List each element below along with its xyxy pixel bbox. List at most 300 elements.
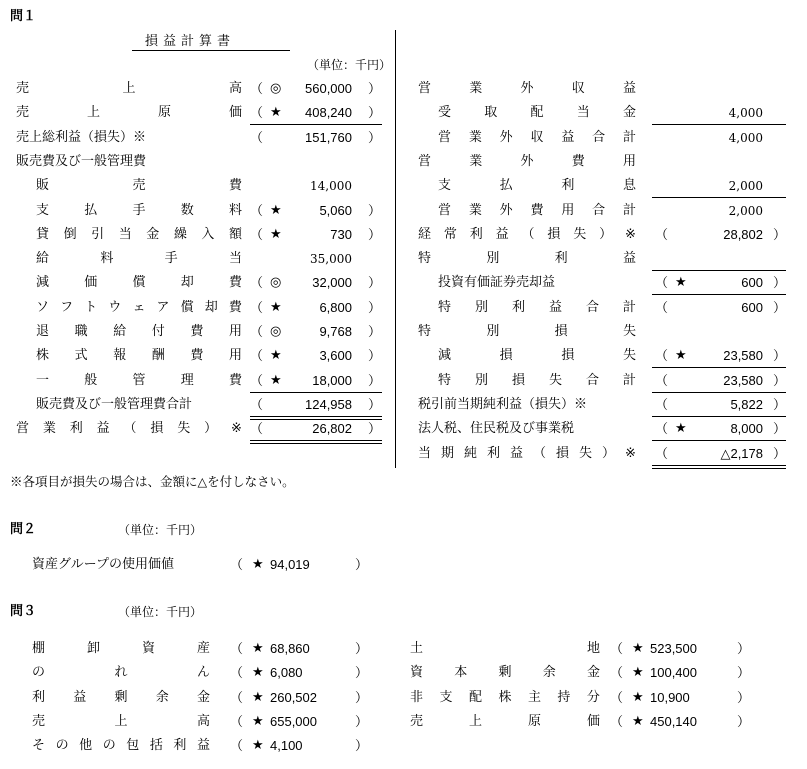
left-row-label-char: 貸 (36, 226, 50, 242)
right-row-label-char: 失 (573, 226, 587, 242)
left-row-label-char: 当 (118, 226, 132, 242)
left-row-mark: ★ (270, 226, 282, 242)
right-row-underline (652, 294, 786, 295)
right-row-label (438, 372, 636, 390)
left-row-label-char: 数 (180, 202, 194, 218)
q3-paren-close: ） (737, 689, 751, 705)
left-row-mark: ★ (270, 348, 282, 364)
left-row-mark: ★ (270, 372, 282, 388)
left-paren-open: （ (250, 324, 264, 339)
q3-label-char: 資 (410, 665, 424, 681)
q3-paren-close: ） (737, 713, 751, 729)
left-row-label-char: 料 (228, 202, 242, 218)
left-paren-close: ） (368, 372, 382, 388)
left-paren-close: ） (368, 299, 382, 315)
right-row-label-char: 計 (622, 129, 636, 145)
left-row-label-char: 減 (36, 275, 50, 291)
left-row-value: 5,060 (319, 202, 352, 218)
right-row-mark: ★ (675, 421, 687, 437)
q3-right-label (410, 689, 600, 707)
q3-label-char: 売 (32, 713, 46, 729)
left-row-mark: ◎ (270, 275, 282, 291)
right-row-label-char: 業 (469, 81, 483, 96)
q3-left-mark: ★ (252, 665, 264, 681)
right-row-label-char: 別 (486, 251, 500, 267)
right-row-label-char: 業 (469, 153, 483, 169)
right-row-label: 税引前当期純利益（損失）※ (418, 396, 588, 412)
right-row-label-char: 利 (469, 226, 483, 242)
right-row-label-char: 損 (547, 226, 561, 242)
right-row-label (418, 445, 636, 463)
right-row-label-char: 利 (554, 251, 568, 267)
right-row-label-char: ※ (625, 445, 636, 461)
right-row-label-char: 取 (484, 105, 498, 121)
left-row-label-char: 手 (132, 202, 146, 218)
right-paren-open: （ (655, 226, 669, 242)
left-row-label-char: 倒 (63, 226, 77, 242)
right-row-label-char: 特 (438, 372, 452, 388)
left-row-label (36, 226, 242, 244)
q3-label-char: 余 (542, 665, 556, 681)
left-row-label-char: 繰 (173, 226, 187, 242)
right-paren-open: （ (655, 445, 669, 461)
left-row-label: 売上総利益（損失）※ (16, 129, 147, 145)
q3-left-mark: ★ (252, 713, 264, 729)
right-row-label (438, 129, 636, 147)
right-row-label-char: 失 (622, 348, 636, 364)
right-row-label-char: 営 (438, 129, 452, 145)
right-row-label-char: 別 (474, 299, 488, 315)
left-row-label-char: 費 (228, 275, 242, 291)
q3-left-mark: ★ (252, 641, 264, 656)
left-row-underline (250, 443, 382, 444)
right-row-value: 600 (741, 275, 763, 291)
q3-right-label (410, 713, 600, 731)
left-row-label-char: 給 (36, 251, 50, 267)
q2-value: 94,019 (270, 557, 310, 572)
right-row-label-char: 外 (520, 153, 534, 169)
left-row-label-char: 料 (100, 251, 114, 267)
right-row-label-char: 合 (592, 202, 606, 218)
right-row-label: 投資有価証券売却益 (438, 275, 556, 291)
right-row-mark: ★ (675, 348, 687, 364)
q2-paren-close: ） (355, 557, 369, 572)
left-row-label-char: （ (123, 421, 137, 437)
right-row-value: 600 (741, 299, 763, 315)
q3-right-label (410, 640, 600, 658)
left-row-value: 6,800 (319, 299, 352, 315)
right-row-label-char: ） (602, 445, 616, 461)
left-row-label-char: 販 (36, 178, 50, 194)
left-row-label-char: 費 (228, 178, 242, 194)
q3-label-char: の (32, 665, 46, 681)
left-paren-close: ） (368, 81, 382, 96)
left-row-label (36, 177, 242, 195)
q3-unit: （単位：千円） (118, 605, 203, 619)
q3-right-mark: ★ (632, 665, 644, 681)
right-row-label-char: 業 (468, 202, 482, 218)
right-row-label-char: ） (599, 226, 613, 242)
q3-paren-close: ） (355, 641, 369, 656)
right-row-value: 23,580 (723, 348, 763, 364)
q3-paren-open: （ (230, 713, 244, 729)
right-row-label-char: 益 (622, 251, 636, 267)
left-row-label-char: 売 (132, 178, 146, 194)
right-paren-open: （ (655, 421, 669, 437)
right-row-label-char: （ (521, 226, 535, 242)
right-row-label-char: 費 (571, 153, 585, 169)
q3-paren-close: ） (355, 665, 369, 681)
q1-heading: 問１ (10, 9, 37, 24)
right-row-label-char: 金 (622, 105, 636, 121)
left-row-underline (250, 392, 382, 393)
right-row-label-char: 計 (622, 202, 636, 218)
q1-unit: （単位：千円） (307, 58, 392, 72)
right-row-label-char: 合 (592, 129, 606, 145)
left-row-underline (250, 440, 382, 441)
q3-label-char: の (102, 738, 116, 754)
right-paren-open: （ (655, 396, 669, 412)
left-row-label-char: 損 (150, 421, 164, 437)
left-row-label-char: 失 (177, 421, 191, 437)
left-row-label (36, 372, 242, 390)
q3-paren-close: ） (355, 689, 369, 705)
left-row-label (36, 202, 242, 220)
left-paren-open: （ (250, 81, 264, 96)
right-row-value: 28,802 (723, 226, 763, 242)
left-paren-open: （ (250, 299, 264, 315)
q2-label: 資産グループの使用価値 (32, 557, 174, 572)
left-row-label-char: 償 (180, 299, 194, 315)
left-row-label-char: 引 (91, 226, 105, 242)
q3-label-char: 非 (410, 689, 424, 705)
right-row-label-char: 配 (530, 105, 544, 121)
left-row-label-char: 上 (122, 81, 136, 96)
q3-left-value: 4,100 (270, 738, 303, 754)
right-row-value: △2,178 (720, 445, 763, 461)
left-row-label-char: 当 (228, 251, 242, 267)
left-paren-close: ） (368, 129, 382, 145)
left-row-label-char: 報 (113, 348, 127, 364)
left-row-mark: ★ (270, 105, 282, 121)
right-row-label-char: 益 (510, 445, 524, 461)
left-paren-close: ） (368, 421, 382, 437)
q3-label-char: 土 (410, 641, 424, 656)
left-row-label (16, 104, 242, 122)
right-row-label-char: 業 (468, 129, 482, 145)
q3-label-char: そ (32, 738, 46, 754)
right-row-label (418, 226, 636, 244)
q3-label-char: 地 (586, 641, 600, 656)
left-row-mark: ◎ (270, 324, 282, 339)
right-row-label-char: 失 (548, 372, 562, 388)
left-row-label-char: 用 (228, 348, 242, 364)
q3-paren-open: （ (610, 689, 624, 705)
right-row-label-char: 外 (499, 129, 513, 145)
left-row-label-char: 原 (157, 105, 171, 121)
right-row-label-char: 合 (585, 372, 599, 388)
right-row-label-char: 特 (418, 324, 432, 339)
q3-label-char: 本 (454, 665, 468, 681)
q3-label-char: ん (196, 665, 210, 681)
right-row-underline (652, 416, 786, 417)
right-row-label (418, 80, 636, 98)
left-row-label-char: 酬 (151, 348, 165, 364)
left-row-label-char: ウ (108, 299, 122, 315)
left-row-value: 560,000 (305, 81, 352, 96)
q2-mark: ★ (252, 557, 264, 572)
right-paren-close: ） (773, 226, 787, 242)
left-row-label-char: ソ (36, 299, 50, 315)
left-row-label-char: 上 (86, 105, 100, 121)
right-paren-open: （ (655, 275, 669, 291)
left-row-value: 124,958 (305, 396, 352, 412)
title-underline (132, 50, 290, 51)
q3-label-char: 剰 (498, 665, 512, 681)
left-row-label-char: ア (156, 299, 170, 315)
right-paren-close: ） (773, 348, 787, 364)
q3-left-label (32, 640, 210, 658)
right-paren-open: （ (655, 372, 669, 388)
right-row-value: 2,000 (728, 179, 763, 194)
left-row-label (36, 347, 242, 365)
q3-paren-open: （ (230, 738, 244, 754)
q3-paren-close: ） (355, 713, 369, 729)
left-row-mark: ★ (270, 202, 282, 218)
right-row-label-char: 別 (486, 324, 500, 339)
left-row-label-char: 売 (16, 105, 30, 121)
left-row-mark: ★ (270, 299, 282, 315)
q3-label-char: 上 (114, 713, 128, 729)
q3-label-char: 括 (149, 738, 163, 754)
right-row-label-char: 益 (495, 226, 509, 242)
q3-left-label (32, 664, 210, 682)
right-row-underline (652, 465, 786, 466)
right-row-underline (652, 270, 786, 271)
q3-label-char: 持 (557, 689, 571, 705)
left-row-label-char: 一 (36, 372, 50, 388)
right-row-label-char: 特 (418, 251, 432, 267)
right-row-underline (652, 440, 786, 441)
left-row-label (36, 274, 242, 292)
left-row-label: 販売費及び一般管理費 (16, 153, 147, 169)
right-row-label-char: 別 (474, 372, 488, 388)
left-row-mark: ◎ (270, 81, 282, 96)
left-row-value: 151,760 (305, 129, 352, 145)
q3-left-value: 655,000 (270, 713, 317, 729)
right-row-label-char: 常 (443, 226, 457, 242)
right-row-value: 8,000 (730, 421, 763, 437)
left-row-label-char: 営 (16, 421, 30, 437)
right-row-label-char: 利 (487, 445, 501, 461)
right-row-label-char: 経 (418, 226, 432, 242)
q3-label-char: 益 (196, 738, 210, 754)
left-row-value: 730 (330, 226, 352, 242)
right-row-label-char: 息 (622, 178, 636, 194)
left-paren-open: （ (250, 396, 264, 412)
left-row-label (16, 420, 242, 438)
left-row-label: 販売費及び一般管理費合計 (36, 396, 193, 412)
right-row-label-char: 益 (561, 129, 575, 145)
left-paren-open: （ (250, 226, 264, 242)
left-row-label-char: 職 (74, 324, 88, 339)
right-row-label-char: 外 (520, 81, 534, 96)
right-row-label-char: 損 (499, 348, 513, 364)
q2-paren-open: （ (230, 557, 244, 572)
q2-unit: （単位：千円） (118, 523, 203, 537)
left-row-label-char: ） (204, 421, 218, 437)
left-row-label-char: 高 (228, 81, 242, 96)
right-row-label-char: 失 (579, 445, 593, 461)
q3-label-char: 資 (141, 641, 155, 656)
right-row-label-char: 収 (530, 129, 544, 145)
right-row-mark: ★ (675, 275, 687, 291)
left-row-label-char: 費 (190, 324, 204, 339)
right-paren-close: ） (773, 275, 787, 291)
left-row-label-char: 株 (36, 348, 50, 364)
right-row-label (418, 323, 636, 341)
left-row-label-char: 費 (190, 348, 204, 364)
left-paren-close: ） (368, 275, 382, 291)
q3-left-label (32, 713, 210, 731)
right-row-label-char: 外 (499, 202, 513, 218)
right-row-label-char: 支 (438, 178, 452, 194)
right-row-label-char: 払 (499, 178, 513, 194)
left-paren-open: （ (250, 105, 264, 121)
q3-label-char: 高 (196, 713, 210, 729)
right-row-label-char: ※ (625, 226, 636, 242)
q3-paren-close: ） (737, 641, 751, 656)
right-row-label-char: 当 (418, 445, 432, 461)
q3-label-char: 益 (73, 689, 87, 705)
right-row-label-char: 期 (441, 445, 455, 461)
left-row-label-char: 手 (164, 251, 178, 267)
column-divider (395, 30, 396, 468)
q3-right-value: 523,500 (650, 641, 697, 656)
left-row-label-char: 価 (228, 105, 242, 121)
left-row-value: 408,240 (305, 105, 352, 121)
q3-label-char: 支 (439, 689, 453, 705)
q3-label-char: 原 (527, 713, 541, 729)
right-paren-close: ） (773, 372, 787, 388)
left-row-label-char: 費 (228, 299, 242, 315)
right-row-label-char: 合 (585, 299, 599, 315)
left-row-label-char: 理 (180, 372, 194, 388)
q3-label-char: 分 (586, 689, 600, 705)
q3-label-char: の (55, 738, 69, 754)
q3-right-mark: ★ (632, 713, 644, 729)
left-row-underline (250, 416, 382, 417)
q3-paren-open: （ (610, 665, 624, 681)
right-row-label-char: 営 (438, 202, 452, 218)
q3-label-char: 剰 (114, 689, 128, 705)
left-row-label-char: 般 (84, 372, 98, 388)
left-row-label (36, 323, 242, 341)
left-row-value: 14,000 (310, 179, 352, 194)
right-row-value: 4,000 (728, 106, 763, 121)
right-row-label-char: 特 (438, 299, 452, 315)
left-paren-close: ） (368, 324, 382, 339)
right-row-label-char: 収 (571, 81, 585, 96)
q3-label-char: 余 (155, 689, 169, 705)
left-paren-open: （ (250, 348, 264, 364)
left-row-value: 32,000 (312, 275, 352, 291)
q3-label-char: 利 (173, 738, 187, 754)
right-row-label (418, 250, 636, 268)
q3-paren-close: ） (737, 665, 751, 681)
right-row-label-char: 費 (530, 202, 544, 218)
q3-label-char: 他 (79, 738, 93, 754)
right-row-label-char: 純 (464, 445, 478, 461)
q3-left-value: 6,080 (270, 665, 303, 681)
q3-right-mark: ★ (632, 641, 644, 656)
right-paren-open: （ (655, 348, 669, 364)
right-row-value: 23,580 (723, 372, 763, 388)
q3-right-label (410, 664, 600, 682)
q3-label-char: 産 (196, 641, 210, 656)
right-row-label-char: 損 (511, 372, 525, 388)
left-row-label (36, 250, 242, 268)
q3-label-char: 金 (196, 689, 210, 705)
left-row-label-char: 用 (228, 324, 242, 339)
left-paren-close: ） (368, 105, 382, 121)
left-paren-open: （ (250, 372, 264, 388)
right-row-label-char: 営 (418, 81, 432, 96)
q3-right-value: 450,140 (650, 713, 697, 729)
left-paren-close: ） (368, 348, 382, 364)
right-row-label (438, 347, 636, 365)
left-row-label-char: ェ (132, 299, 146, 315)
q3-label-char: 価 (586, 713, 600, 729)
right-row-label (438, 104, 636, 122)
left-row-label-char: 業 (42, 421, 56, 437)
right-row-label-char: 受 (438, 105, 452, 121)
q3-left-label (32, 737, 210, 755)
right-row-label-char: 損 (561, 348, 575, 364)
right-paren-close: ） (773, 445, 787, 461)
left-row-underline (250, 124, 382, 125)
left-row-label (16, 80, 242, 98)
left-row-label-char: 却 (180, 275, 194, 291)
left-row-value: 3,600 (319, 348, 352, 364)
left-row-label-char: 価 (84, 275, 98, 291)
right-row-label-char: 計 (622, 299, 636, 315)
left-row-label-char: 費 (228, 372, 242, 388)
left-row-label-char: 売 (16, 81, 30, 96)
left-paren-close: ） (368, 226, 382, 242)
q3-label-char: 株 (498, 689, 512, 705)
left-row-label-char: ト (84, 299, 98, 315)
left-row-label-char: 退 (36, 324, 50, 339)
right-row-label-char: 用 (622, 153, 636, 169)
right-row-label (438, 177, 636, 195)
left-row-label (36, 299, 242, 317)
right-row-value: 2,000 (728, 203, 763, 218)
right-row-underline (652, 367, 786, 368)
right-row-underline (652, 124, 786, 125)
q2-heading: 問２ (10, 522, 37, 537)
left-row-label-char: 却 (204, 299, 218, 315)
q3-label-char: 棚 (32, 641, 46, 656)
right-paren-close: ） (773, 299, 787, 315)
left-row-label-char: 利 (69, 421, 83, 437)
right-row-label-char: （ (533, 445, 547, 461)
left-row-label-char: 管 (132, 372, 146, 388)
left-row-label-char: 払 (84, 202, 98, 218)
q3-label-char: 金 (586, 665, 600, 681)
q3-paren-open: （ (230, 665, 244, 681)
right-row-label (418, 153, 636, 171)
